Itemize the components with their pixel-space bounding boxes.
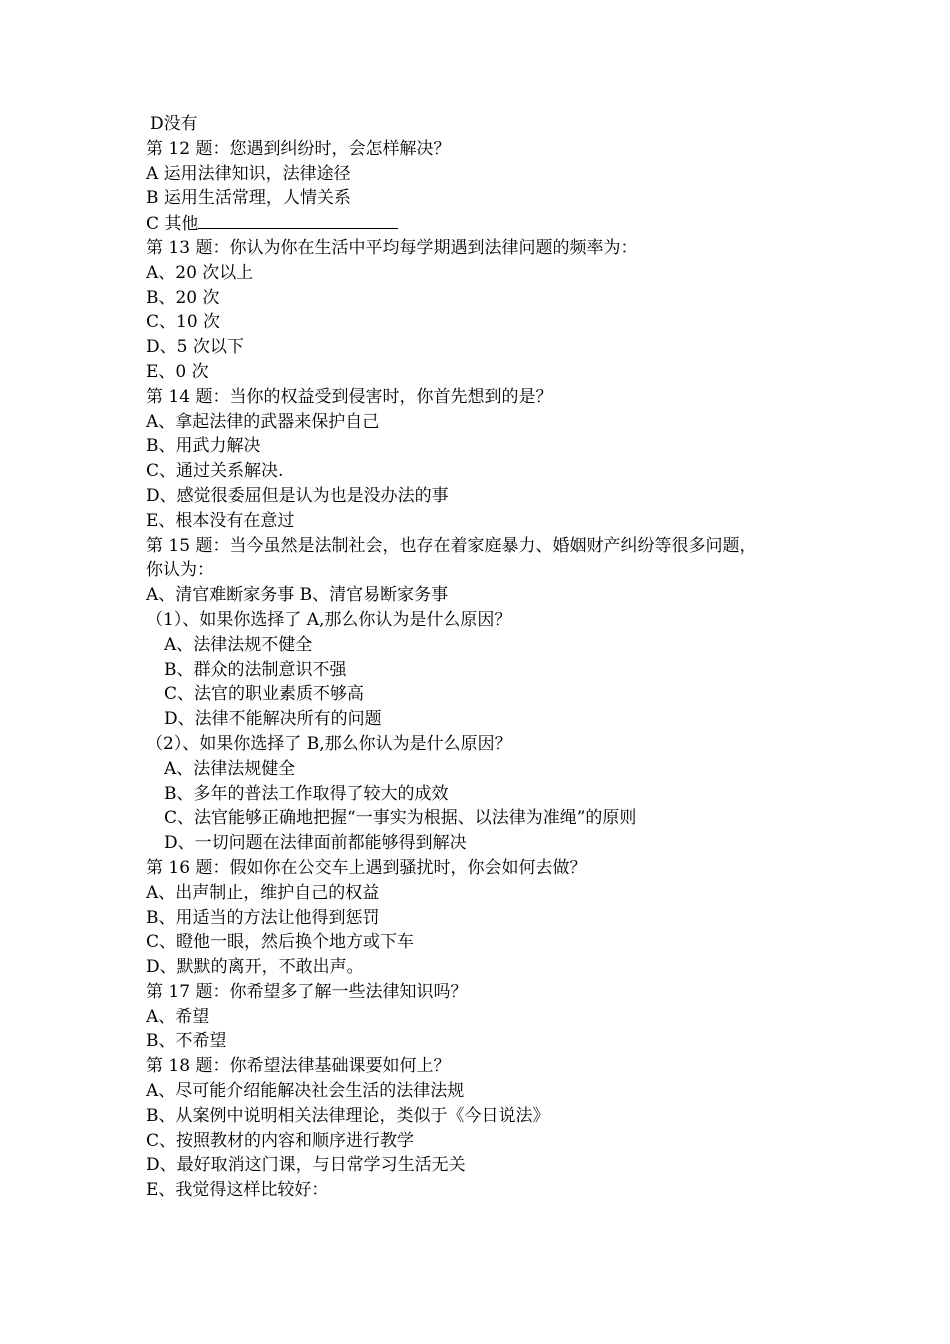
text-line (146, 1005, 826, 1030)
text-line (146, 658, 826, 683)
line-text: A、出声制止，维护自己的权益 (146, 882, 380, 903)
text-line (146, 1129, 826, 1154)
text-line (146, 1054, 826, 1079)
line-text: A、法律法规不健全 (164, 634, 313, 655)
text-line (146, 1029, 826, 1054)
line-text: D、感觉很委屈但是认为也是没办法的事 (146, 485, 449, 506)
text-line (146, 162, 826, 187)
text-line (146, 831, 826, 856)
text-line (146, 757, 826, 782)
text-line (146, 707, 826, 732)
text-line (146, 211, 826, 236)
line-text: B、用武力解决 (146, 436, 261, 457)
text-line (146, 682, 826, 707)
line-text: A、尽可能介绍能解决社会生活的法律法规 (146, 1081, 465, 1102)
text-line (146, 782, 826, 807)
text-line (146, 286, 826, 311)
text-line (146, 236, 826, 261)
line-text: 第 15 题：当今虽然是法制社会，也存在着家庭暴力、婚姻财产纠纷等很多问题， (146, 535, 757, 556)
text-line (146, 930, 826, 955)
line-text: C、法官的职业素质不够高 (164, 684, 365, 705)
line-text: B、不希望 (146, 1031, 227, 1052)
text-line (146, 112, 826, 137)
line-text: B、群众的法制意识不强 (164, 659, 347, 680)
line-text: D、默默的离开，不敢出声。 (146, 957, 364, 978)
text-line (146, 509, 826, 534)
text-line (146, 558, 826, 583)
text-line (146, 261, 826, 286)
line-text: A 运用法律知识，法律途径 (146, 163, 351, 184)
line-text: A、清官难断家务事 B、清官易断家务事 (146, 585, 449, 606)
line-text: D、法律不能解决所有的问题 (164, 709, 382, 730)
text-line (146, 360, 826, 385)
text-line (146, 137, 826, 162)
line-text: E、我觉得这样比较好： (146, 1180, 329, 1201)
text-line (146, 881, 826, 906)
text-line (146, 980, 826, 1005)
line-text: 第 18 题：你希望法律基础课要如何上？ (146, 1056, 451, 1077)
survey-text (146, 112, 826, 1203)
text-line (146, 1104, 826, 1129)
line-text: B、多年的普法工作取得了较大的成效 (164, 783, 449, 804)
text-line (146, 459, 826, 484)
line-text: E、根本没有在意过 (146, 510, 295, 531)
line-text: 第 14 题：当你的权益受到侵害时，你首先想到的是？ (146, 386, 553, 407)
text-line (146, 732, 826, 757)
text-line (146, 583, 826, 608)
text-line (146, 1153, 826, 1178)
text-line (146, 856, 826, 881)
line-text: D、最好取消这门课，与日常学习生活无关 (146, 1155, 466, 1176)
line-text: C 其他 (146, 214, 199, 235)
line-text: C、按照教材的内容和顺序进行教学 (146, 1130, 415, 1151)
text-line (146, 310, 826, 335)
line-text: D没有 (150, 114, 198, 134)
text-line (146, 1079, 826, 1104)
line-text: A、希望 (146, 1006, 210, 1027)
text-line (146, 806, 826, 831)
fill-in-blank[interactable] (198, 211, 398, 229)
line-text: （1）、如果你选择了 A,那么你认为是什么原因？ (146, 609, 512, 630)
text-line (146, 186, 826, 211)
line-text: B、20 次 (146, 287, 220, 308)
line-text: 你认为： (146, 560, 214, 581)
text-line (146, 534, 826, 559)
line-text: 第 17 题：你希望多了解一些法律知识吗？ (146, 981, 468, 1002)
line-text: A、法律法规健全 (164, 758, 296, 779)
line-text: D、一切问题在法律面前都能够得到解决 (164, 833, 467, 854)
text-line (146, 385, 826, 410)
text-line (146, 434, 826, 459)
line-text: C、通过关系解决. (146, 461, 284, 482)
line-text: B、用适当的方法让他得到惩罚 (146, 907, 380, 928)
text-line (146, 410, 826, 435)
text-line (146, 1178, 826, 1203)
text-line (146, 335, 826, 360)
line-text: 第 16 题：假如你在公交车上遇到骚扰时，你会如何去做？ (146, 857, 587, 878)
text-line (146, 906, 826, 931)
text-line (146, 955, 826, 980)
text-line (146, 608, 826, 633)
line-text: B、从案例中说明相关法律理论，类似于《今日说法》 (146, 1105, 550, 1126)
line-text: A、20 次以上 (146, 262, 254, 283)
text-line (146, 484, 826, 509)
line-text: 第 13 题：你认为你在生活中平均每学期遇到法律问题的频率为： (146, 237, 638, 258)
line-text: E、0 次 (146, 361, 209, 382)
line-text: 第 12 题：您遇到纠纷时，会怎样解决？ (146, 138, 451, 159)
line-text: A、拿起法律的武器来保护自己 (146, 411, 380, 432)
line-text: D、5 次以下 (146, 337, 244, 358)
line-text: C、法官能够正确地把握“一事实为根据、以法律为准绳”的原则 (164, 808, 637, 829)
text-line (146, 633, 826, 658)
line-text: C、瞪他一眼，然后换个地方或下车 (146, 932, 415, 953)
line-text: B 运用生活常理，人情关系 (146, 188, 351, 209)
line-text: C、10 次 (146, 312, 221, 333)
line-text: （2）、如果你选择了 B,那么你认为是什么原因？ (146, 733, 512, 754)
